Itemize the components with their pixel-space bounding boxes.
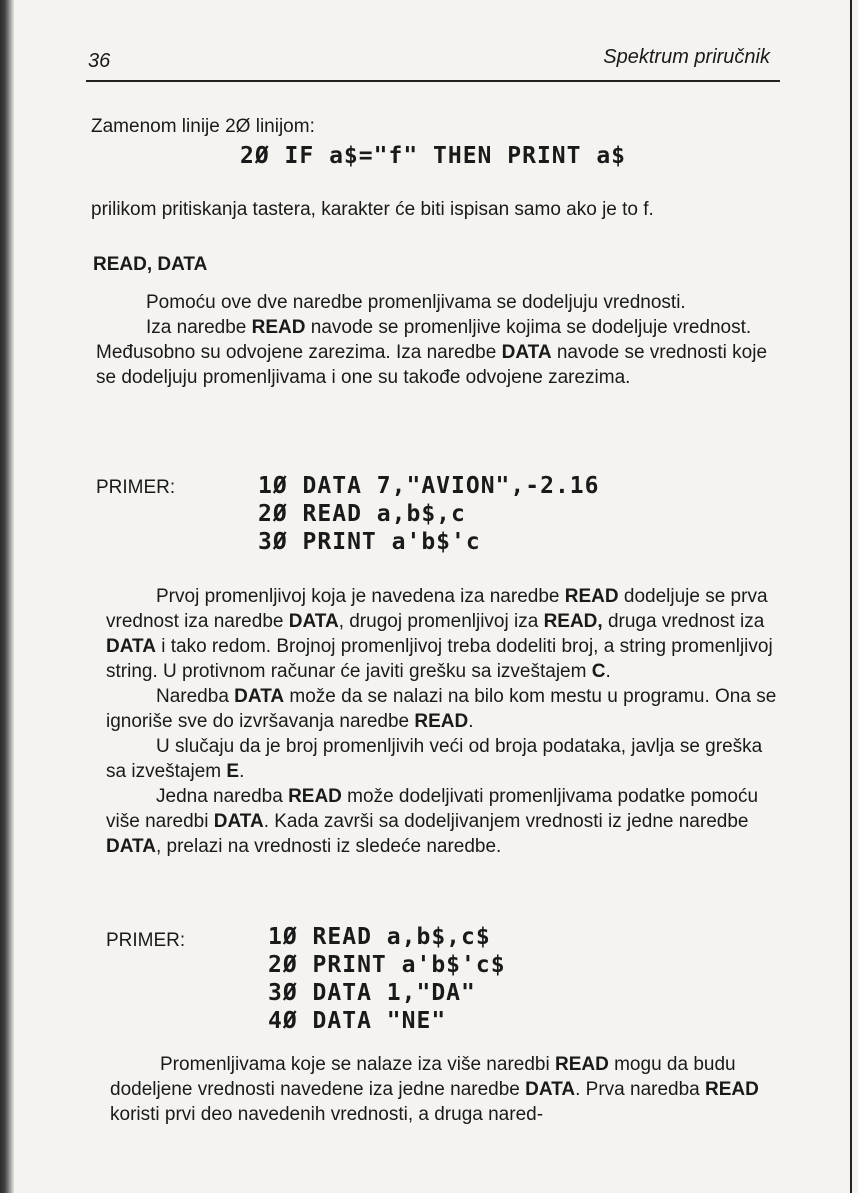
code-line: 3Ø PRINT a'b$'c (258, 529, 481, 555)
header-rule (86, 80, 780, 82)
paragraph-2: Iza naredbe READ navode se promenljive kojima se dodeljuje vrednost. Međusobno su odvojene zarezima. Iza naredbe DATA navode se vrednosti koje se dodeljuju promenljivama i one su takođe odvojene zarezima. (96, 317, 768, 388)
page-binding-edge (0, 0, 14, 1193)
example-2-code (268, 923, 506, 1035)
code-line: 1Ø READ a,b$,c$ (268, 924, 491, 950)
section-body (96, 290, 778, 390)
page-right-edge (850, 0, 852, 1193)
paragraph-7: Promenljivama koje se nalaze iza više naredbi READ mogu da budu dodeljene vrednosti navedene iza jedne naredbe DATA. Prva naredba READ koristi prvi deo navedenih vrednosti, a druga nared- (110, 1054, 759, 1125)
code-line: 3Ø DATA 1,"DA" (268, 980, 476, 1006)
paragraph-1: Pomoću ove dve naredbe promenljivama se dodeljuju vrednosti. (146, 292, 686, 313)
page-number: 36 (88, 50, 111, 72)
running-title: Spektrum priručnik (603, 46, 770, 68)
example-1-label: PRIMER: (96, 477, 176, 498)
code-line: 2Ø PRINT a'b$'c$ (268, 952, 506, 978)
section-heading: READ, DATA (93, 254, 208, 275)
example-2-label: PRIMER: (106, 930, 186, 951)
body-text (106, 584, 782, 859)
example-1-code (258, 472, 600, 556)
paragraph-3: Prvoj promenljivoj koja je navedena iza naredbe READ dodeljuje se prva vrednost iza naredbe DATA, drugoj promenljivoj iza READ, druga vrednost iza DATA i tako redom. Brojnoj promenljivoj treba dodeliti broj, a string promenljivoj string. U protivnom računar će javiti grešku sa izveštajem C. (106, 586, 773, 682)
code-line: 4Ø DATA "NE" (268, 1008, 447, 1034)
paragraph-6: Jedna naredba READ može dodeljivati promenljivama podatke pomoću više naredbi DATA. Kada završi sa dodeljivanjem vrednosti iz jedne naredbe DATA, prelazi na vrednosti iz sledeće naredbe. (106, 786, 759, 857)
intro-after-text: prilikom pritiskanja tastera, karakter će biti ispisan samo ako je to f. (91, 199, 654, 220)
paragraph-5: U slučaju da je broj promenljivih veći od broja podataka, javlja se greška sa izveštajem E. (106, 736, 763, 782)
intro-line: Zamenom linije 2Ø linijom: (91, 116, 315, 137)
code-line: 1Ø DATA 7,"AVION",-2.16 (258, 473, 600, 499)
code-line: 2Ø READ a,b$,c (258, 501, 466, 527)
closing-text (110, 1052, 788, 1127)
intro-code-line: 2Ø IF a$="f" THEN PRINT a$ (240, 143, 627, 169)
paragraph-4: Naredba DATA može da se nalazi na bilo kom mestu u programu. Ona se ignoriše sve do izvršavanja naredbe READ. (106, 686, 777, 732)
